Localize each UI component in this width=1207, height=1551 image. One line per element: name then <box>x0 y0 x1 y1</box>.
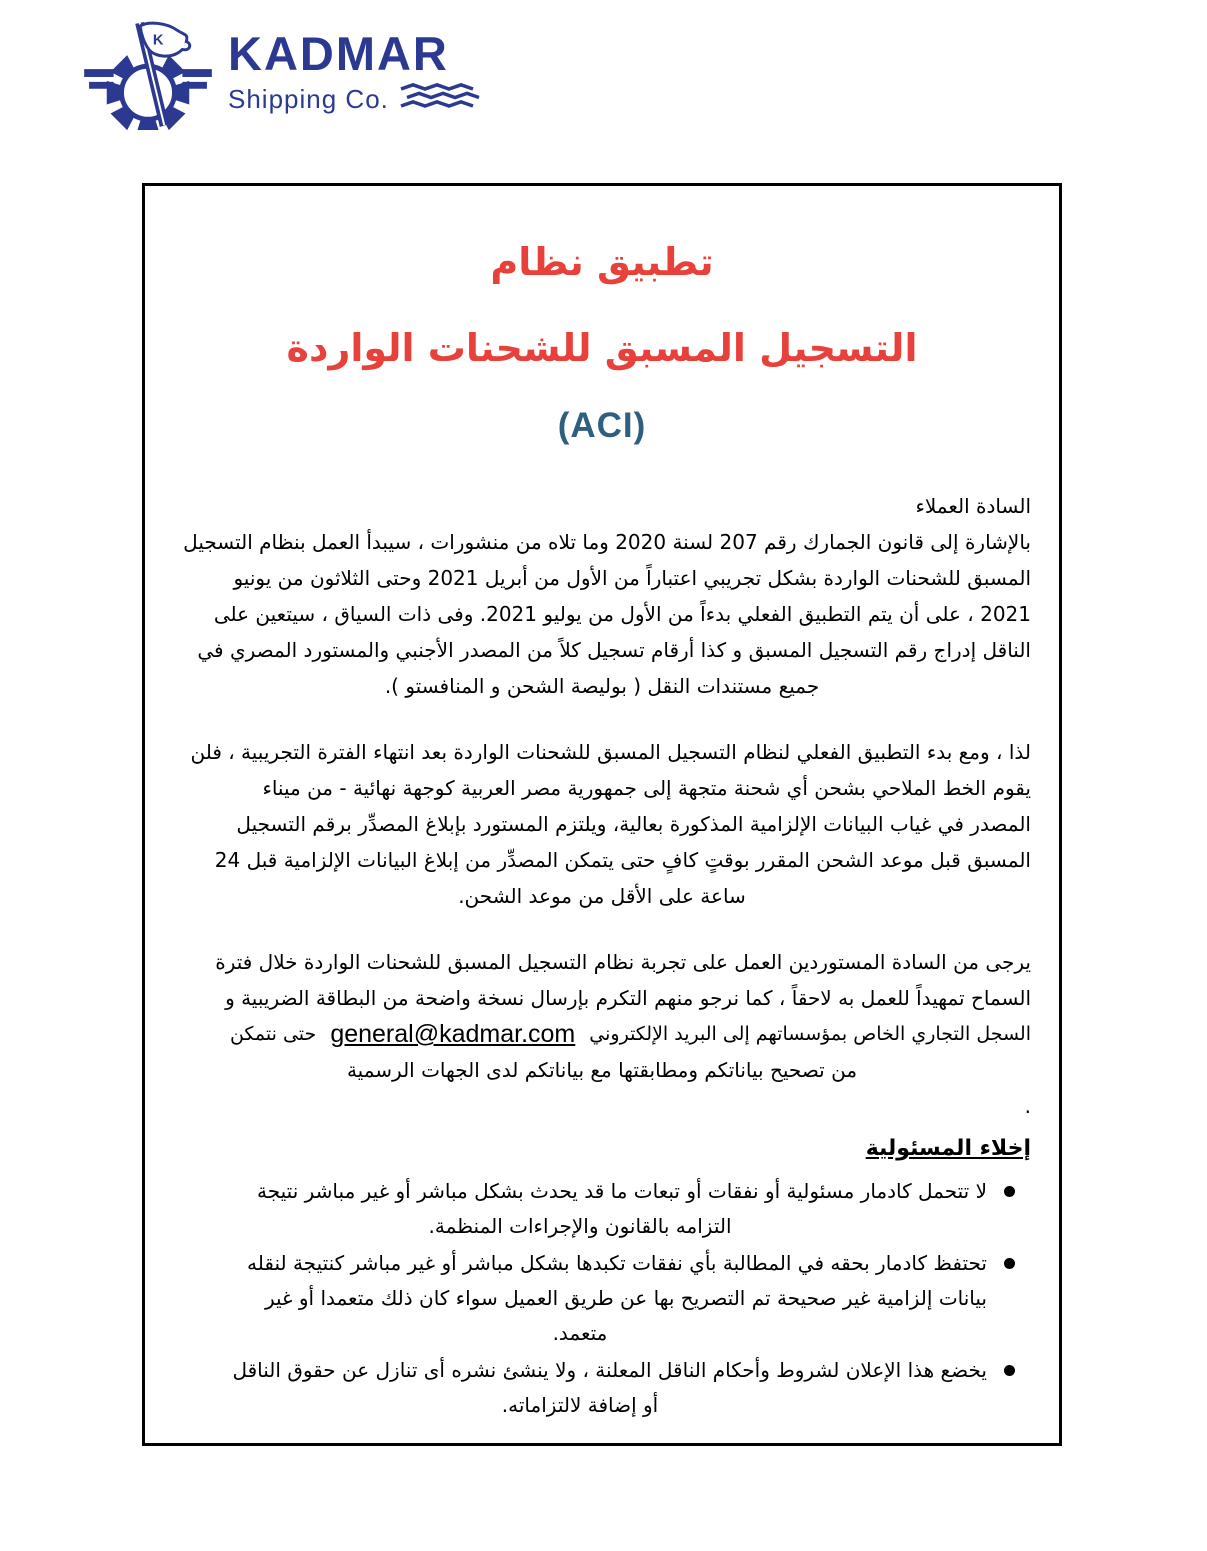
bullet-icon <box>987 1174 1031 1244</box>
text-line: . <box>1024 1094 1031 1118</box>
disclaimer-heading: إخلاء المسئولية <box>865 1136 1031 1161</box>
text-line: الناقل إدراج رقم التسجيل المسبق و كذا أرقام تسجيل كلاً من المصدر الأجنبي والمستورد المصري في <box>197 638 1031 662</box>
bullet-icon <box>987 1353 1031 1423</box>
paragraphs <box>173 524 1031 1124</box>
text-line: تحتفظ كادمار بحقه في المطالبة بأي نفقات تكبدها بشكل مباشر أو غير مباشر كنتيجة لنقله <box>247 1251 987 1275</box>
bullet-text <box>173 1174 987 1244</box>
email-line-pre-text: السجل التجاري الخاص بمؤسساتهم إلى البريد الإلكتروني <box>583 1023 1031 1045</box>
disclaimer-bullet-item <box>173 1246 1031 1351</box>
ship-wheel-flag-icon <box>84 20 212 130</box>
text-line: لذا ، ومع بدء التطبيق الفعلي لنظام التسجيل المسبق للشحنات الواردة بعد انتهاء الفترة التجريبية ، فلن <box>190 740 1031 764</box>
greeting: السادة العملاء <box>915 494 1031 518</box>
text-line: جميع مستندات النقل ( بوليصة الشحن و المنافستو ). <box>384 674 820 698</box>
document-title-line2: التسجيل المسبق للشحنات الواردة <box>286 326 918 370</box>
document-body <box>173 488 1031 1423</box>
brand-subtitle: Shipping Co. <box>228 84 389 114</box>
text-line: المسبق للشحنات الواردة بشكل تجريبي اعتباراً من الأول من أبريل 2021 وحتى الثلاثون من يونيو <box>233 566 1031 590</box>
document-title-line1: تطبيق نظام <box>490 240 714 284</box>
text-line: متعمد. <box>552 1321 608 1345</box>
disclaimer-bullet-list <box>173 1174 1031 1423</box>
waves-icon <box>399 83 483 115</box>
disclaimer-bullet-item <box>173 1353 1031 1423</box>
text-line: بالإشارة إلى قانون الجمارك رقم 207 لسنة 2020 وما تلاه من منشورات ، سيبدأ العمل بنظام التسجيل <box>183 530 1031 554</box>
bullet-icon <box>987 1246 1031 1351</box>
paragraph <box>173 734 1031 914</box>
kadmar-logo <box>84 20 483 130</box>
text-line: أو إضافة لالتزاماته. <box>501 1393 659 1417</box>
text-line: 2021 ، على أن يتم التطبيق الفعلي بدءاً من الأول من يوليو 2021. وفى ذات السياق ، سيتعين على <box>213 602 1031 626</box>
svg-text:K: K <box>152 32 164 49</box>
disclaimer-bullet-item <box>173 1174 1031 1244</box>
text-line: ساعة على الأقل من موعد الشحن. <box>458 884 746 908</box>
bullet-text <box>173 1246 987 1351</box>
text-line: من تصحيح بياناتكم ومطابقتها مع بياناتكم لدى الجهات الرسمية <box>346 1058 858 1082</box>
bullet-text <box>173 1353 987 1423</box>
email-link[interactable]: general@kadmar.com <box>330 1020 576 1048</box>
document-title-aci: (ACI) <box>557 406 647 445</box>
brand-name: KADMAR <box>228 27 449 80</box>
text-line <box>173 1016 1031 1052</box>
text-line: يرجى من السادة المستوردين العمل على تجربة نظام التسجيل المسبق للشحنات الواردة خلال فترة <box>215 950 1031 974</box>
paragraph <box>173 944 1031 1124</box>
text-line: المصدر في غياب البيانات الإلزامية المذكورة بعالية، ويلتزم المستورد بإبلاغ المصدِّر برقم التسجيل <box>236 812 1031 836</box>
text-line: السماح تمهيداً للعمل به لاحقاً ، كما نرجو منهم التكرم بإرسال نسخة واضحة من البطاقة الضريبية و <box>225 986 1031 1010</box>
text-line: يقوم الخط الملاحي بشحن أي شحنة متجهة إلى جمهورية مصر العربية كوجهة نهائية - من ميناء <box>262 776 1031 800</box>
text-line: التزامه بالقانون والإجراءات المنظمة. <box>428 1214 732 1238</box>
paragraph <box>173 524 1031 704</box>
text-line: لا تتحمل كادمار مسئولية أو نفقات أو تبعات ما قد يحدث بشكل مباشر أو غير مباشر نتيجة <box>257 1179 987 1203</box>
email-line-post-text: حتى نتمكن <box>229 1023 323 1045</box>
text-line: المسبق قبل موعد الشحن المقرر بوقتٍ كافٍ حتى يتمكن المصدِّر من إبلاغ البيانات الإلزامية قبل 24 <box>214 848 1031 872</box>
document-box <box>142 183 1062 1446</box>
text-line: يخضع هذا الإعلان لشروط وأحكام الناقل المعلنة ، ولا ينشئ نشره أى تنازل عن حقوق الناقل <box>232 1358 987 1382</box>
text-line: بيانات إلزامية غير صحيحة تم التصريح بها عن طريق العميل سواء كان ذلك متعمدا أو غير <box>264 1286 987 1310</box>
